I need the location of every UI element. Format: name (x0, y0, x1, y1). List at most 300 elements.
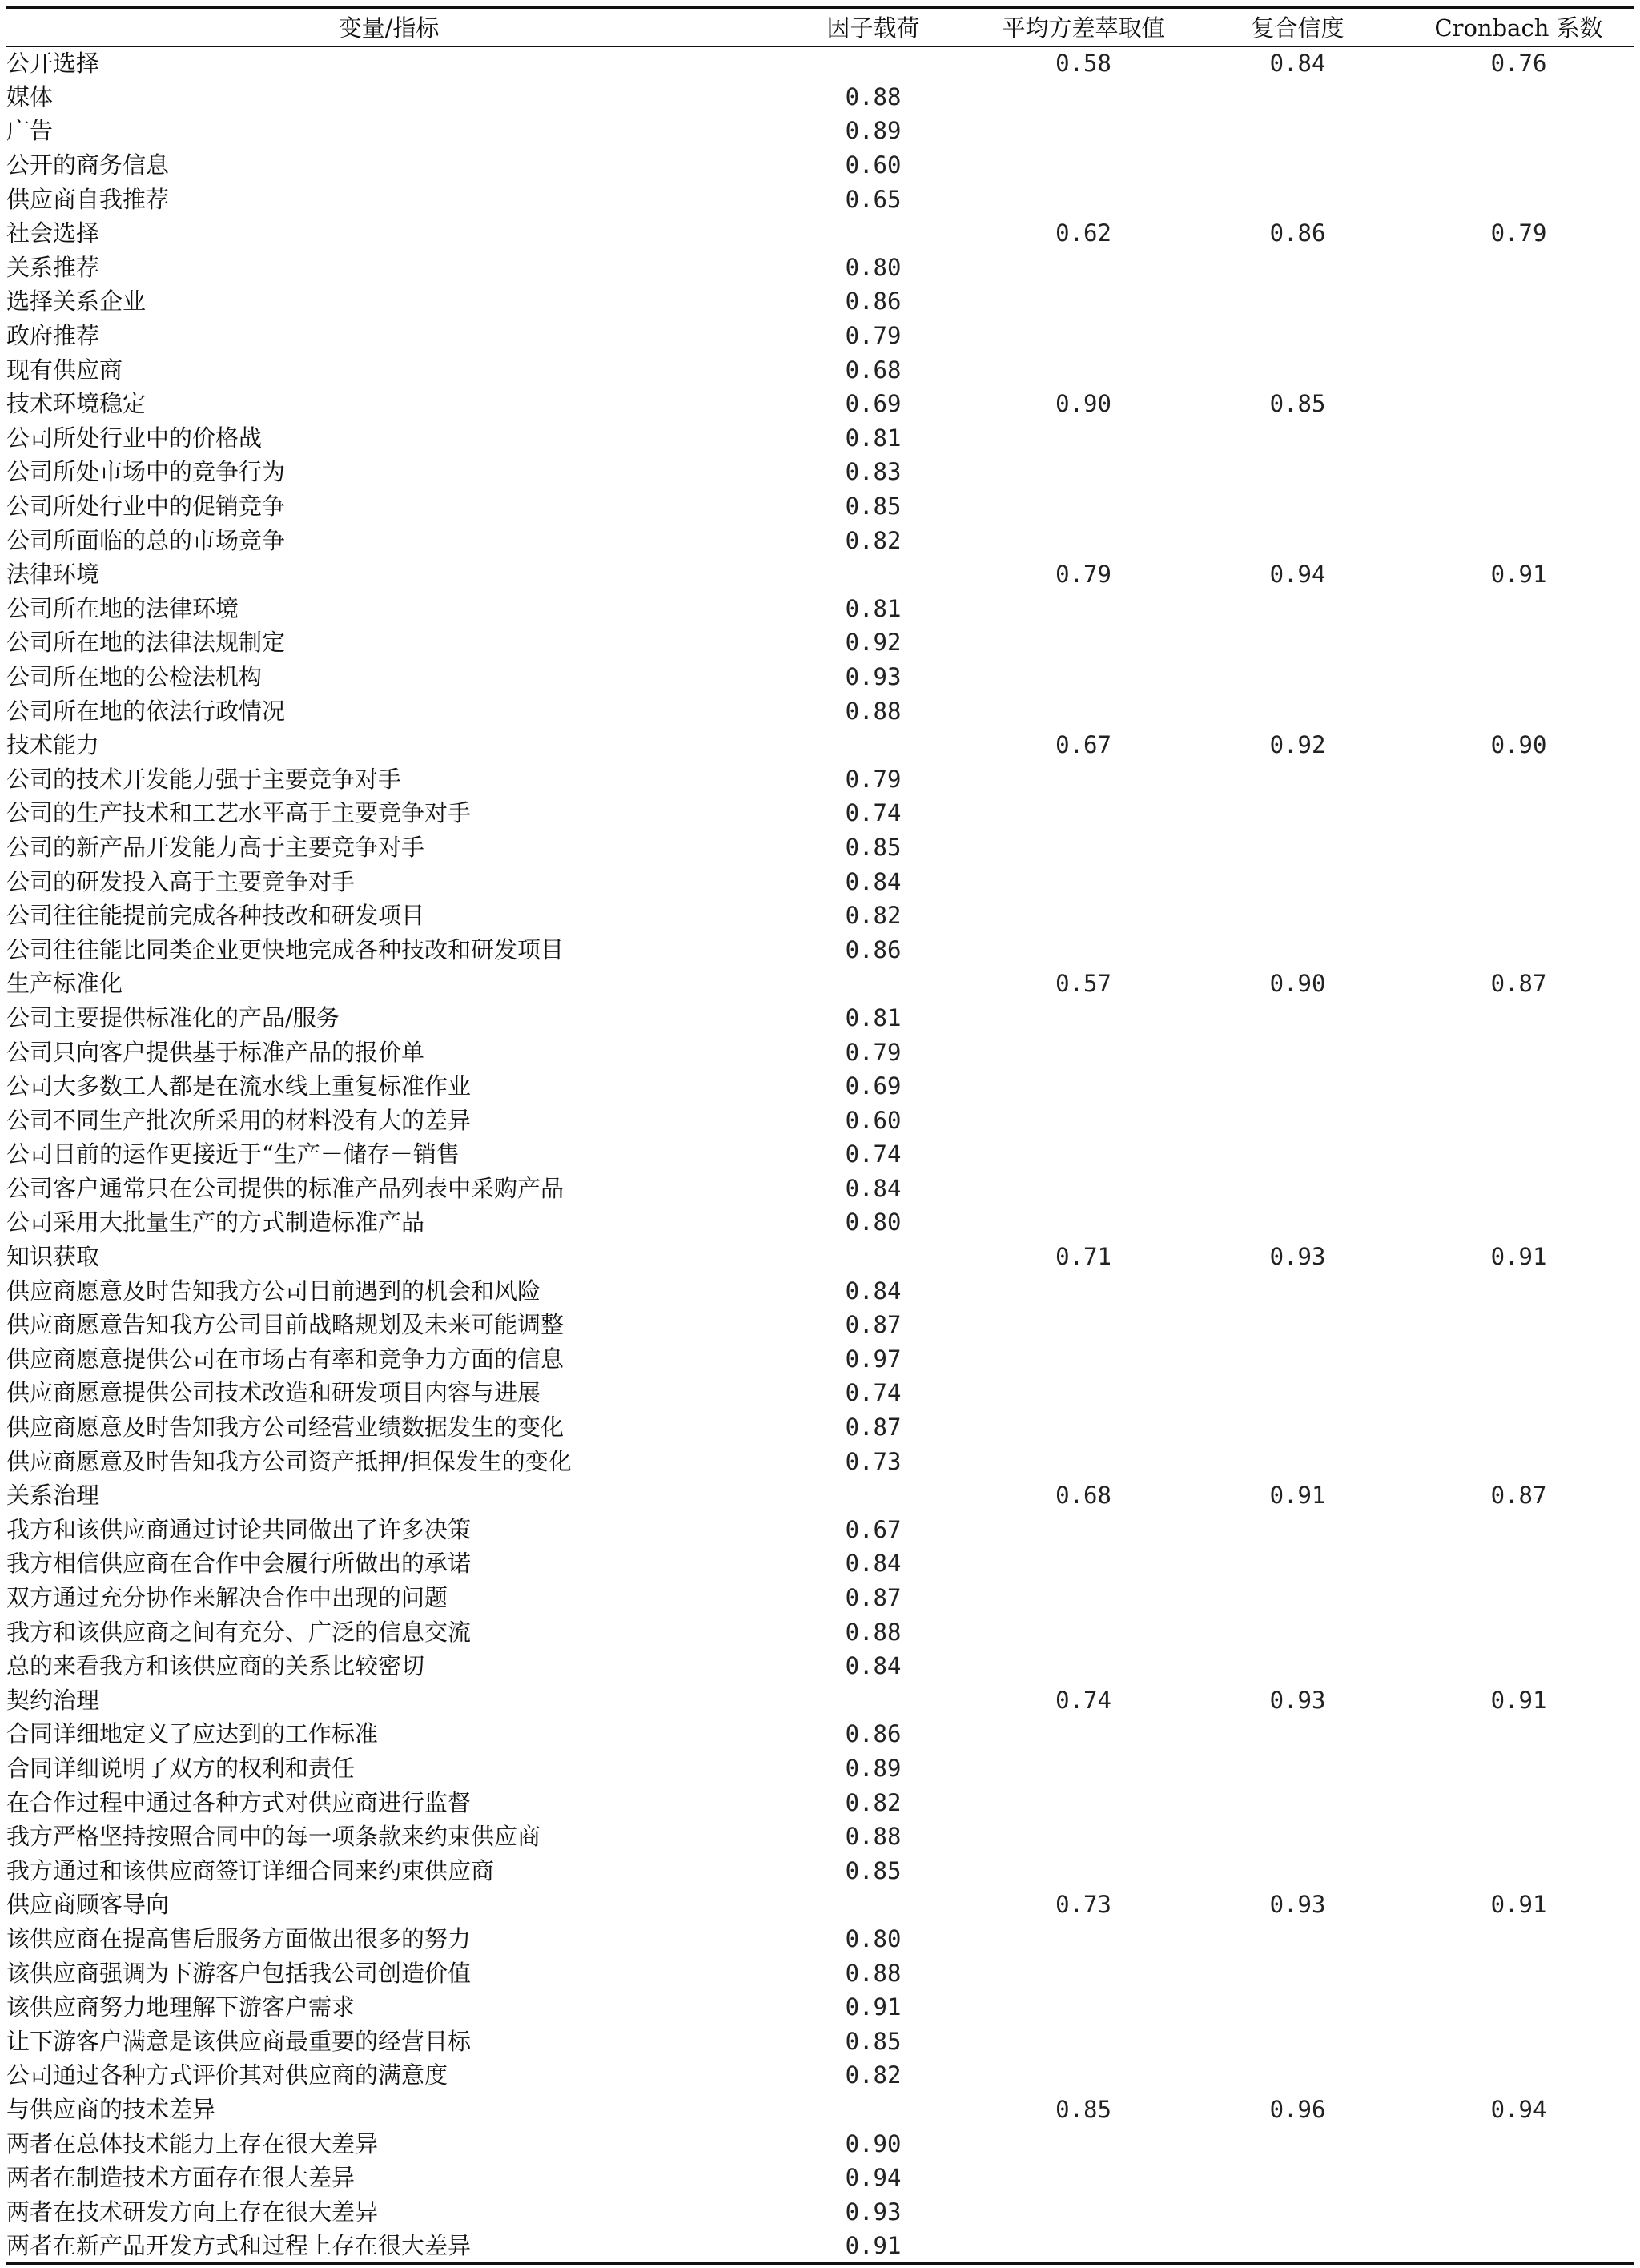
cell-cronbach-alpha (1404, 251, 1634, 285)
cell-ave (975, 1138, 1192, 1172)
table-row (6, 1718, 1634, 1752)
table-body (6, 46, 1634, 2264)
cell-composite-reliability: 0.93 (1269, 1891, 1326, 1919)
table-group-row (6, 2093, 1634, 2127)
table-row (6, 456, 1634, 490)
cell-ave (975, 762, 1192, 797)
cell-variable-name: 两者在新产品开发方式和过程上存在很大差异 (6, 2230, 771, 2264)
cell-cronbach-alpha (1404, 319, 1634, 353)
cell-composite-reliability (1192, 660, 1404, 694)
cell-composite-reliability (1192, 148, 1404, 183)
cell-cronbach-alpha (1404, 1820, 1634, 1854)
cell-ave (975, 626, 1192, 661)
cell-composite-reliability (1192, 626, 1404, 661)
cell-variable-name: 技术能力 (6, 731, 100, 759)
cell-ave (975, 933, 1192, 967)
header-cronbach-alpha: Cronbach 系数 (1404, 8, 1634, 46)
table-row (6, 1274, 1634, 1309)
cell-ave (975, 2127, 1192, 2161)
cell-factor-loading: 0.81 (845, 594, 902, 622)
cell-factor-loading: 0.60 (845, 1106, 902, 1134)
cell-composite-reliability (1192, 899, 1404, 933)
cell-cronbach-alpha (1404, 1069, 1634, 1104)
table-row (6, 762, 1634, 797)
cell-factor-loading: 0.88 (845, 1959, 902, 1987)
cell-composite-reliability (1192, 1615, 1404, 1650)
cell-variable-name: 我方严格坚持按照合同中的每一项条款来约束供应商 (6, 1823, 541, 1851)
table-row (6, 489, 1634, 524)
cell-variable-name: 该供应商强调为下游客户包括我公司创造价值 (6, 1959, 472, 1987)
cell-composite-reliability (1192, 933, 1404, 967)
cell-variable-name: 知识获取 (6, 1243, 100, 1271)
cell-ave (975, 1751, 1192, 1786)
cell-ave (975, 1001, 1192, 1035)
table-row (6, 319, 1634, 353)
cell-composite-reliability: 0.96 (1269, 2095, 1326, 2123)
cell-cronbach-alpha (1404, 1274, 1634, 1309)
cell-cronbach-alpha (1404, 2025, 1634, 2059)
cell-factor-loading: 0.92 (845, 629, 902, 657)
cell-factor-loading (771, 728, 975, 762)
table-row (6, 353, 1634, 388)
table-row (6, 592, 1634, 626)
cell-cronbach-alpha: 0.79 (1490, 219, 1547, 247)
cell-factor-loading (771, 1478, 975, 1513)
table-group-row (6, 1478, 1634, 1513)
cell-ave (975, 1956, 1192, 1991)
cell-factor-loading: 0.82 (845, 2061, 902, 2089)
table-row (6, 1035, 1634, 1070)
table-group-row (6, 1683, 1634, 1718)
table-group-row (6, 557, 1634, 592)
cell-ave: 0.74 (1055, 1686, 1111, 1714)
cell-composite-reliability (1192, 353, 1404, 388)
cell-ave (975, 1342, 1192, 1377)
cell-variable-name: 公开选择 (6, 49, 100, 77)
cell-ave: 0.90 (1055, 390, 1111, 418)
cell-composite-reliability (1192, 183, 1404, 217)
cell-composite-reliability (1192, 251, 1404, 285)
cell-variable-name: 公司采用大批量生产的方式制造标准产品 (6, 1208, 425, 1237)
cell-factor-loading: 0.74 (845, 1379, 902, 1407)
cell-ave: 0.62 (1055, 219, 1111, 247)
cell-composite-reliability (1192, 1274, 1404, 1309)
table-row (6, 1206, 1634, 1241)
cell-cronbach-alpha (1404, 80, 1634, 115)
cell-composite-reliability (1192, 1377, 1404, 1411)
cell-composite-reliability (1192, 285, 1404, 320)
table-group-row (6, 1240, 1634, 1274)
cell-cronbach-alpha (1404, 2059, 1634, 2093)
cell-composite-reliability (1192, 2025, 1404, 2059)
cell-ave (975, 694, 1192, 729)
cell-variable-name: 公司的生产技术和工艺水平高于主要竞争对手 (6, 799, 472, 827)
table-row (6, 933, 1634, 967)
cell-variable-name: 该供应商努力地理解下游客户需求 (6, 1993, 356, 2021)
cell-composite-reliability (1192, 1069, 1404, 1104)
table-group-row (6, 728, 1634, 762)
cell-cronbach-alpha (1404, 183, 1634, 217)
cell-factor-loading: 0.84 (845, 1174, 902, 1202)
cell-cronbach-alpha (1404, 1786, 1634, 1820)
cell-ave (975, 148, 1192, 183)
cell-variable-name: 我方相信供应商在合作中会履行所做出的承诺 (6, 1550, 472, 1578)
cell-composite-reliability (1192, 1990, 1404, 2025)
cell-factor-loading: 0.84 (845, 1550, 902, 1578)
cell-composite-reliability: 0.84 (1269, 49, 1326, 77)
cell-factor-loading: 0.93 (845, 662, 902, 690)
cell-factor-loading: 0.79 (845, 1038, 902, 1066)
cell-variable-name: 广告 (6, 117, 54, 145)
cell-variable-name: 总的来看我方和该供应商的关系比较密切 (6, 1652, 425, 1680)
cell-composite-reliability (1192, 2127, 1404, 2161)
table-row (6, 830, 1634, 865)
cell-composite-reliability (1192, 1956, 1404, 1991)
cell-ave (975, 865, 1192, 899)
cell-composite-reliability: 0.86 (1269, 219, 1326, 247)
cell-factor-loading: 0.69 (845, 1072, 902, 1100)
cell-composite-reliability (1192, 456, 1404, 490)
cell-cronbach-alpha (1404, 1308, 1634, 1342)
cell-ave: 0.79 (1055, 561, 1111, 589)
cell-composite-reliability (1192, 1104, 1404, 1138)
cell-factor-loading (771, 1683, 975, 1718)
table-group-row (6, 216, 1634, 251)
cell-factor-loading (771, 967, 975, 1002)
cell-composite-reliability: 0.94 (1269, 561, 1326, 589)
cell-cronbach-alpha (1404, 1513, 1634, 1547)
cell-composite-reliability (1192, 1138, 1404, 1172)
table-row (6, 251, 1634, 285)
cell-ave (975, 353, 1192, 388)
cell-composite-reliability (1192, 2161, 1404, 2195)
table-row (6, 1172, 1634, 1206)
cell-ave (975, 2161, 1192, 2195)
cell-ave (975, 183, 1192, 217)
cell-composite-reliability (1192, 1718, 1404, 1752)
cell-cronbach-alpha (1404, 899, 1634, 933)
cell-composite-reliability (1192, 762, 1404, 797)
cell-cronbach-alpha (1404, 1104, 1634, 1138)
cell-factor-loading: 0.80 (845, 1208, 902, 1237)
cell-factor-loading: 0.67 (845, 1515, 902, 1543)
cell-variable-name: 两者在制造技术方面存在很大差异 (6, 2164, 356, 2192)
cell-factor-loading: 0.88 (845, 1618, 902, 1646)
cell-composite-reliability (1192, 1581, 1404, 1615)
cell-cronbach-alpha (1404, 1649, 1634, 1683)
cell-variable-name: 公司所处行业中的促销竞争 (6, 493, 286, 521)
cell-variable-name: 供应商顾客导向 (6, 1891, 170, 1919)
cell-ave (975, 1410, 1192, 1445)
cell-ave: 0.68 (1055, 1482, 1111, 1510)
cell-composite-reliability (1192, 80, 1404, 115)
table-row (6, 1786, 1634, 1820)
cell-composite-reliability (1192, 694, 1404, 729)
table-row (6, 2025, 1634, 2059)
table-row (6, 1547, 1634, 1582)
cell-factor-loading: 0.89 (845, 117, 902, 145)
cell-factor-loading: 0.86 (845, 1720, 902, 1748)
table-row (6, 1104, 1634, 1138)
cell-ave (975, 1206, 1192, 1241)
cell-ave: 0.73 (1055, 1891, 1111, 1919)
cell-ave (975, 1615, 1192, 1650)
cell-ave (975, 1274, 1192, 1309)
table-row (6, 1820, 1634, 1854)
table-row (6, 899, 1634, 933)
cell-variable-name: 公司主要提供标准化的产品/服务 (6, 1003, 340, 1031)
cell-cronbach-alpha (1404, 1206, 1634, 1241)
cell-factor-loading: 0.85 (845, 1856, 902, 1884)
cell-cronbach-alpha (1404, 592, 1634, 626)
cell-cronbach-alpha (1404, 1377, 1634, 1411)
cell-cronbach-alpha (1404, 1172, 1634, 1206)
cell-variable-name: 关系治理 (6, 1482, 100, 1510)
cell-cronbach-alpha: 0.91 (1490, 1891, 1547, 1919)
table-group-row (6, 967, 1634, 1002)
cell-cronbach-alpha: 0.76 (1490, 49, 1547, 77)
cell-factor-loading: 0.69 (845, 390, 902, 418)
cell-variable-name: 社会选择 (6, 219, 100, 247)
cell-variable-name: 该供应商在提高售后服务方面做出很多的努力 (6, 1924, 472, 1952)
cell-variable-name: 供应商愿意及时告知我方公司目前遇到的机会和风险 (6, 1277, 541, 1305)
cell-ave (975, 2230, 1192, 2264)
table-row (6, 183, 1634, 217)
cell-ave (975, 899, 1192, 933)
cell-cronbach-alpha (1404, 456, 1634, 490)
cell-factor-loading: 0.85 (845, 493, 902, 521)
cell-cronbach-alpha (1404, 1922, 1634, 1956)
cell-factor-loading: 0.91 (771, 2230, 975, 2264)
table-row (6, 1342, 1634, 1377)
cell-variable-name: 生产标准化 (6, 970, 123, 998)
cell-cronbach-alpha (1404, 524, 1634, 558)
cell-ave (975, 1718, 1192, 1752)
cell-composite-reliability (1192, 1547, 1404, 1582)
cell-composite-reliability (1192, 2195, 1404, 2230)
cell-variable-name: 公司只向客户提供基于标准产品的报价单 (6, 1038, 425, 1066)
cell-variable-name: 政府推荐 (6, 322, 100, 350)
table-row (6, 1581, 1634, 1615)
cell-cronbach-alpha (1404, 489, 1634, 524)
cell-cronbach-alpha (1404, 830, 1634, 865)
table-row (6, 524, 1634, 558)
cell-factor-loading: 0.82 (845, 1788, 902, 1816)
cell-ave (975, 251, 1192, 285)
table-row (6, 797, 1634, 831)
cell-composite-reliability (1192, 1922, 1404, 1956)
cell-factor-loading (771, 1888, 975, 1923)
cell-cronbach-alpha (1404, 1035, 1634, 1070)
cell-cronbach-alpha: 0.90 (1490, 731, 1547, 759)
cell-variable-name: 公司往往能比同类企业更快地完成各种技改和研发项目 (6, 935, 565, 963)
cell-variable-name: 合同详细地定义了应达到的工作标准 (6, 1720, 379, 1748)
cell-cronbach-alpha (1404, 387, 1634, 421)
cell-variable-name: 供应商愿意及时告知我方公司资产抵押/担保发生的变化 (6, 1447, 572, 1475)
cell-variable-name: 两者在总体技术能力上存在很大差异 (6, 2129, 379, 2157)
cell-composite-reliability (1192, 1786, 1404, 1820)
cell-ave (975, 592, 1192, 626)
cell-composite-reliability (1192, 1001, 1404, 1035)
cell-variable-name: 技术环境稳定 (6, 390, 147, 418)
cell-composite-reliability: 0.85 (1269, 390, 1326, 418)
cell-factor-loading: 0.84 (845, 867, 902, 895)
cell-cronbach-alpha (1404, 1138, 1634, 1172)
header-row (6, 8, 1634, 46)
cell-ave: 0.67 (1055, 731, 1111, 759)
cell-factor-loading: 0.84 (845, 1652, 902, 1680)
cell-variable-name: 现有供应商 (6, 356, 123, 384)
cell-cronbach-alpha (1404, 1751, 1634, 1786)
table-row (6, 865, 1634, 899)
cell-factor-loading: 0.83 (845, 458, 902, 486)
cell-factor-loading: 0.94 (845, 2164, 902, 2192)
cell-ave (975, 1649, 1192, 1683)
cell-composite-reliability (1192, 797, 1404, 831)
cell-cronbach-alpha (1404, 1410, 1634, 1445)
table-row (6, 1513, 1634, 1547)
table-group-row (6, 387, 1634, 421)
table-row (6, 1138, 1634, 1172)
cell-variable-name: 供应商愿意提供公司技术改造和研发项目内容与进展 (6, 1379, 541, 1407)
cell-ave (975, 1581, 1192, 1615)
cell-cronbach-alpha (1404, 1342, 1634, 1377)
table-group-row (6, 1888, 1634, 1923)
cell-variable-name: 公司通过各种方式评价其对供应商的满意度 (6, 2061, 448, 2089)
cell-variable-name: 我方和该供应商通过讨论共同做出了许多决策 (6, 1515, 472, 1543)
cell-variable-name: 公司大多数工人都是在流水线上重复标准作业 (6, 1072, 472, 1100)
cell-variable-name: 与供应商的技术差异 (6, 2095, 216, 2123)
cell-factor-loading: 0.68 (845, 356, 902, 384)
cell-ave (975, 1547, 1192, 1582)
cell-cronbach-alpha: 0.87 (1490, 970, 1547, 998)
cell-variable-name: 公开的商务信息 (6, 151, 170, 179)
cell-variable-name: 公司目前的运作更接近于“生产－储存－销售 (6, 1140, 460, 1168)
cell-factor-loading: 0.81 (845, 1003, 902, 1031)
cell-ave (975, 80, 1192, 115)
cell-composite-reliability: 0.92 (1269, 731, 1326, 759)
cell-composite-reliability (1192, 1035, 1404, 1070)
table-header (6, 8, 1634, 46)
cell-variable-name: 我方通过和该供应商签订详细合同来约束供应商 (6, 1856, 495, 1884)
cell-cronbach-alpha (1404, 2161, 1634, 2195)
cell-variable-name: 法律环境 (6, 561, 100, 589)
cell-variable-name: 选择关系企业 (6, 288, 147, 316)
cell-ave: 0.71 (1055, 1243, 1111, 1271)
table-row (6, 1377, 1634, 1411)
cell-composite-reliability (1192, 1820, 1404, 1854)
cell-cronbach-alpha (1404, 865, 1634, 899)
table-row (6, 1445, 1634, 1479)
cell-factor-loading: 0.85 (845, 833, 902, 861)
cell-ave (975, 1104, 1192, 1138)
cell-ave (975, 797, 1192, 831)
cell-factor-loading (771, 216, 975, 251)
cell-factor-loading: 0.73 (845, 1447, 902, 1475)
cell-composite-reliability: 0.93 (1269, 1686, 1326, 1714)
cell-variable-name: 在合作过程中通过各种方式对供应商进行监督 (6, 1788, 472, 1816)
cell-cronbach-alpha (1404, 421, 1634, 456)
table-row (6, 1990, 1634, 2025)
header-ave: 平均方差萃取值 (975, 8, 1192, 46)
cell-composite-reliability (1192, 489, 1404, 524)
cell-cronbach-alpha (1404, 762, 1634, 797)
cell-factor-loading: 0.91 (845, 1993, 902, 2021)
cell-composite-reliability (1192, 1513, 1404, 1547)
cell-cronbach-alpha (1404, 1547, 1634, 1582)
cell-cronbach-alpha (1404, 660, 1634, 694)
cell-cronbach-alpha: 0.91 (1490, 1686, 1547, 1714)
cell-cronbach-alpha: 0.87 (1490, 1482, 1547, 1510)
cell-factor-loading: 0.87 (845, 1311, 902, 1339)
cell-factor-loading: 0.60 (845, 151, 902, 179)
table-row (6, 1956, 1634, 1991)
cell-composite-reliability (1192, 1649, 1404, 1683)
cell-ave: 0.85 (1055, 2095, 1111, 2123)
cell-composite-reliability (1192, 830, 1404, 865)
cell-ave (975, 421, 1192, 456)
cell-ave (975, 2025, 1192, 2059)
cell-variable-name: 媒体 (6, 82, 54, 111)
cell-ave (975, 115, 1192, 149)
cell-factor-loading: 0.90 (845, 2129, 902, 2157)
table-row (6, 1001, 1634, 1035)
cell-variable-name: 公司所在地的法律环境 (6, 594, 239, 622)
cell-variable-name: 双方通过充分协作来解决合作中出现的问题 (6, 1584, 448, 1612)
table-row (6, 285, 1634, 320)
cell-variable-name: 公司所在地的法律法规制定 (6, 629, 286, 657)
table-group-row (6, 46, 1634, 81)
cell-factor-loading: 0.65 (845, 185, 902, 213)
cell-factor-loading: 0.88 (845, 697, 902, 725)
cell-factor-loading: 0.74 (845, 799, 902, 827)
cell-variable-name: 供应商愿意告知我方公司目前战略规划及未来可能调整 (6, 1311, 565, 1339)
cell-ave (975, 1069, 1192, 1104)
cell-ave (975, 1308, 1192, 1342)
cell-cronbach-alpha (1404, 1990, 1634, 2025)
measurement-table (6, 6, 1634, 2265)
cell-ave (975, 489, 1192, 524)
cell-variable-name: 公司的研发投入高于主要竞争对手 (6, 867, 356, 895)
cell-ave (975, 1377, 1192, 1411)
table-row (6, 1649, 1634, 1683)
cell-cronbach-alpha (1404, 2195, 1634, 2230)
cell-variable-name: 公司所处行业中的价格战 (6, 424, 263, 452)
cell-composite-reliability (1192, 1172, 1404, 1206)
cell-variable-name: 让下游客户满意是该供应商最重要的经营目标 (6, 2027, 472, 2055)
header-factor-loading: 因子载荷 (771, 8, 975, 46)
cell-factor-loading: 0.86 (845, 288, 902, 316)
cell-factor-loading: 0.79 (845, 322, 902, 350)
cell-factor-loading: 0.81 (845, 424, 902, 452)
table-row (6, 2127, 1634, 2161)
cell-factor-loading: 0.87 (845, 1584, 902, 1612)
header-variable: 变量/指标 (6, 8, 771, 46)
cell-composite-reliability: 0.90 (1269, 970, 1326, 998)
table-row (6, 421, 1634, 456)
cell-composite-reliability (1192, 524, 1404, 558)
cell-variable-name: 关系推荐 (6, 253, 100, 281)
cell-factor-loading: 0.82 (845, 902, 902, 930)
cell-ave (975, 1035, 1192, 1070)
cell-ave (975, 1854, 1192, 1888)
cell-ave (975, 1513, 1192, 1547)
cell-factor-loading: 0.88 (845, 82, 902, 111)
cell-factor-loading (771, 2093, 975, 2127)
cell-factor-loading: 0.79 (845, 765, 902, 793)
cell-factor-loading: 0.85 (845, 2027, 902, 2055)
cell-variable-name: 供应商愿意及时告知我方公司经营业绩数据发生的变化 (6, 1413, 565, 1442)
